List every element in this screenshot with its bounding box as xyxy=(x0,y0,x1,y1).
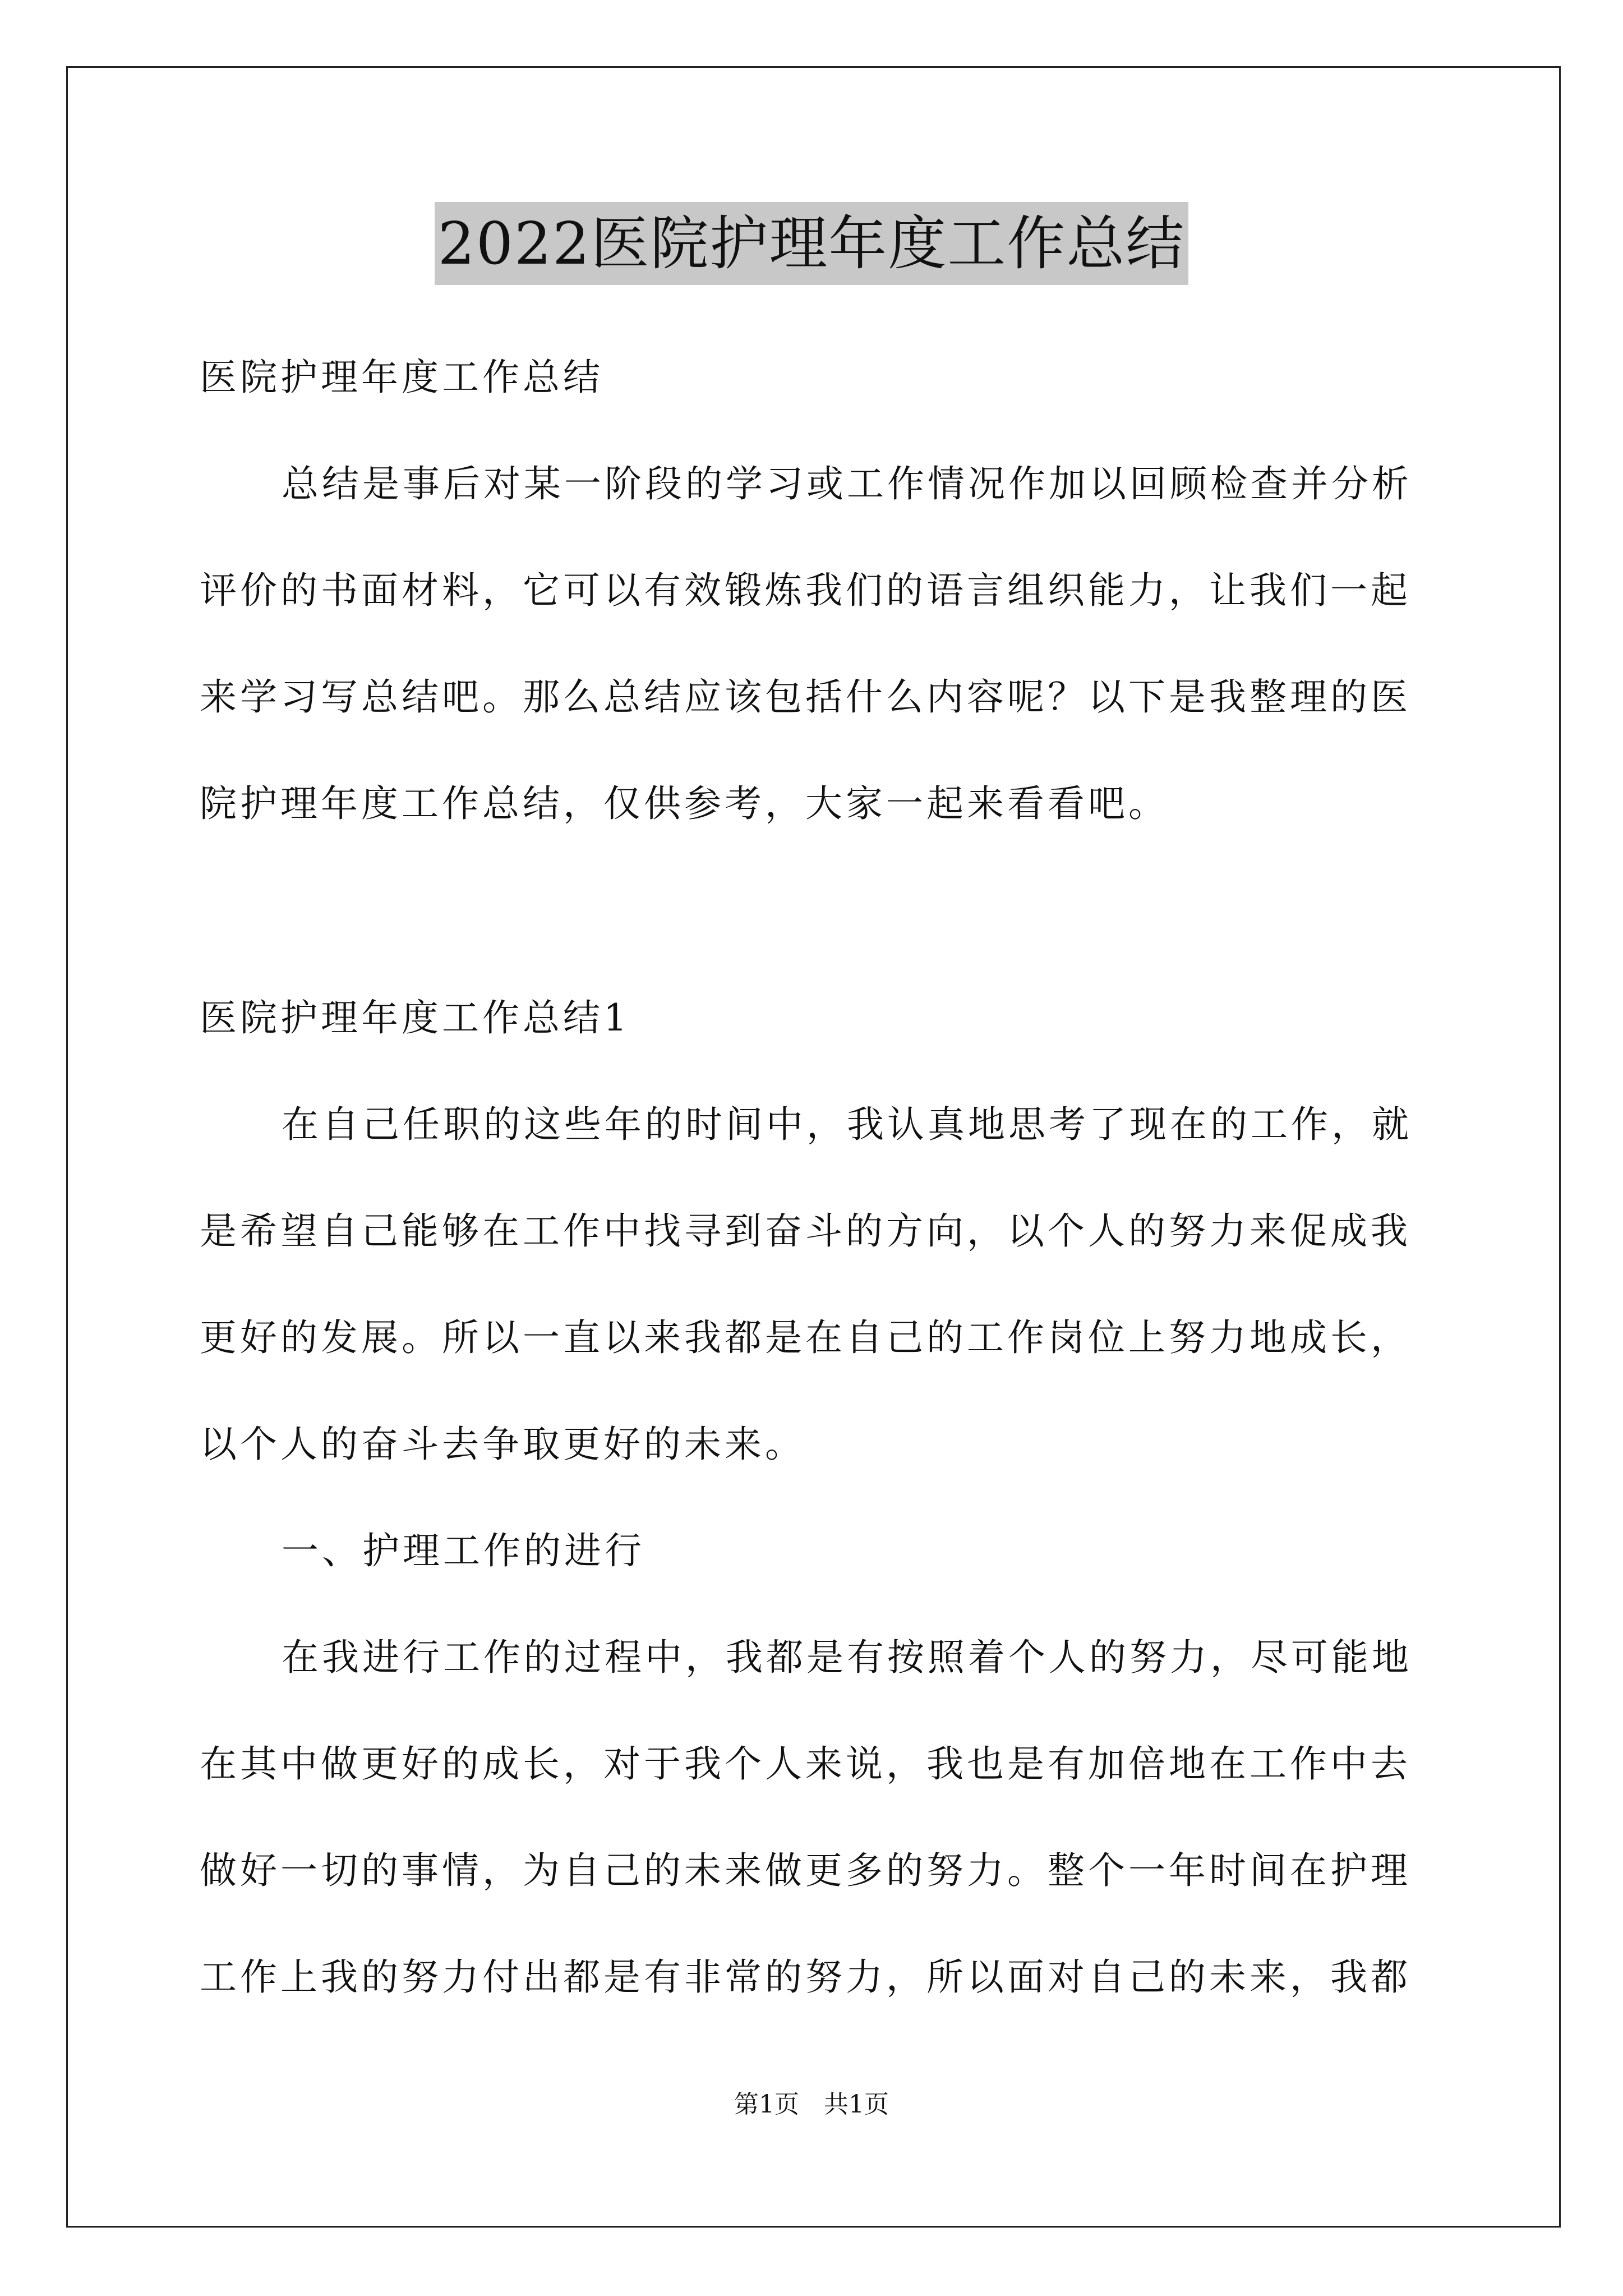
paragraph-line: 在自己任职的这些年的时间中，我认真地思考了现在的工作，就 xyxy=(282,1103,1412,1146)
paragraph-line: 在其中做更好的成长，对于我个人来说，我也是有加倍地在工作中去 xyxy=(200,1742,1411,1786)
subsection-heading: 一、护理工作的进行 xyxy=(282,1529,645,1572)
paragraph-line: 院护理年度工作总结，仅供参考，大家一起来看看吧。 xyxy=(200,782,1169,825)
paragraph-line: 更好的发展。所以一直以来我都是在自己的工作岗位上努力地成长， xyxy=(200,1316,1411,1359)
section-heading: 医院护理年度工作总结1 xyxy=(200,996,630,1039)
paragraph-line: 工作上我的努力付出都是有非常的努力，所以面对自己的未来，我都 xyxy=(200,1955,1411,1999)
paragraph-line: 是希望自己能够在工作中找寻到奋斗的方向，以个人的努力来促成我 xyxy=(200,1209,1411,1253)
paragraph-line: 以个人的奋斗去争取更好的未来。 xyxy=(200,1423,805,1466)
page-footer: 第1页 共1页 xyxy=(734,2090,889,2119)
paragraph-line: 在我进行工作的过程中，我都是有按照着个人的努力，尽可能地 xyxy=(282,1636,1412,1679)
subtitle-line: 医院护理年度工作总结 xyxy=(200,356,603,399)
document-title: 2022医院护理年度工作总结 xyxy=(435,202,1189,285)
paragraph-line: 评价的书面材料，它可以有效锻炼我们的语言组织能力，让我们一起 xyxy=(200,569,1411,612)
paragraph-line: 总结是事后对某一阶段的学习或工作情况作加以回顾检查并分析 xyxy=(282,462,1412,505)
paragraph-line: 做好一切的事情，为自己的未来做更多的努力。整个一年时间在护理 xyxy=(200,1849,1411,1892)
paragraph-line: 来学习写总结吧。那么总结应该包括什么内容呢？以下是我整理的医 xyxy=(200,675,1411,719)
title-container xyxy=(0,202,1623,285)
